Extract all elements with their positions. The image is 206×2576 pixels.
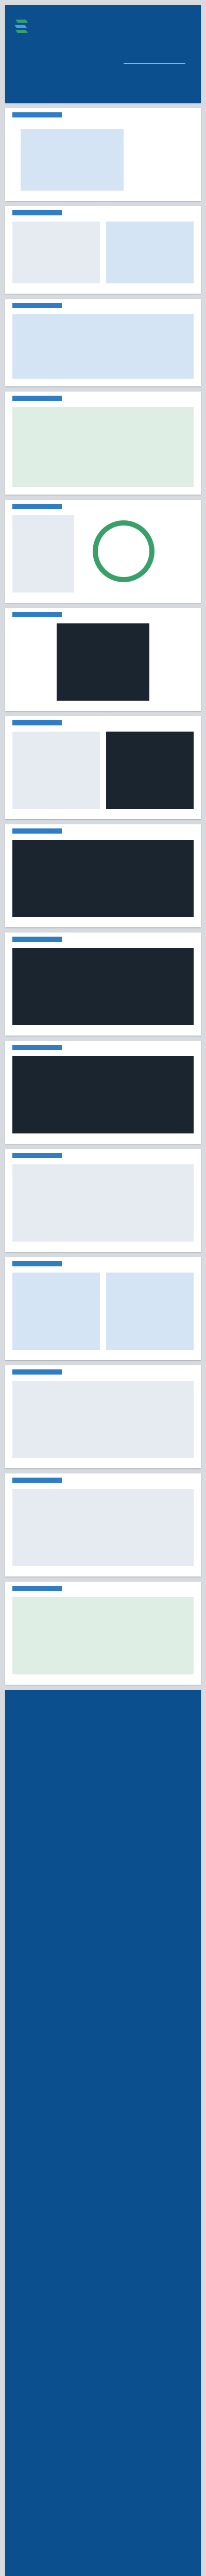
slide-5 <box>5 392 201 495</box>
slide-title-bar <box>12 504 62 509</box>
text-area <box>12 1164 194 1242</box>
slide-title-bar <box>12 1045 62 1050</box>
chart-area <box>12 948 194 1025</box>
slide-title-bar <box>12 937 62 942</box>
contents-slide <box>5 108 201 201</box>
slide-11 <box>5 1041 201 1144</box>
text-area <box>12 222 100 283</box>
map-area <box>12 314 194 379</box>
slide-title-bar <box>12 112 62 117</box>
slide-title-bar <box>12 612 62 617</box>
map-area <box>106 222 194 283</box>
bank-logo-icon <box>12 18 30 38</box>
diagram-area <box>12 1597 194 1674</box>
table-area <box>12 1381 194 1458</box>
slide-16 <box>5 1582 201 1685</box>
tree-diagram-area <box>12 407 194 487</box>
chart-area <box>12 1273 100 1350</box>
slide-10 <box>5 933 201 1036</box>
slide-title-bar <box>12 828 62 834</box>
title-divider <box>124 63 185 64</box>
slide-15 <box>5 1473 201 1577</box>
slide-title-bar <box>12 303 62 308</box>
slide-13 <box>5 1257 201 1360</box>
slide-12 <box>5 1149 201 1252</box>
title-slide <box>5 5 201 103</box>
chart-area <box>12 840 194 917</box>
slide-title-bar <box>12 210 62 215</box>
text-area <box>12 1489 194 1566</box>
disclaimer-slide <box>5 1690 201 2576</box>
text-area <box>12 515 74 592</box>
chart-area-2 <box>106 1273 194 1350</box>
slide-3 <box>5 206 201 294</box>
contents-list-area <box>21 129 124 191</box>
table-area <box>57 623 149 701</box>
slide-title-bar <box>12 1586 62 1591</box>
slide-title-bar <box>12 1153 62 1158</box>
slide-4 <box>5 299 201 386</box>
slide-6 <box>5 500 201 603</box>
slide-title-bar <box>12 1369 62 1375</box>
chart-area <box>106 732 194 809</box>
donut-chart <box>93 520 154 582</box>
slide-14 <box>5 1365 201 1468</box>
slide-9 <box>5 824 201 927</box>
slide-title-bar <box>12 396 62 401</box>
slide-8 <box>5 716 201 819</box>
chart-area <box>12 1056 194 1133</box>
slide-7 <box>5 608 201 711</box>
slide-title-bar <box>12 720 62 725</box>
text-area <box>12 732 100 809</box>
slide-title-bar <box>12 1478 62 1483</box>
slide-title-bar <box>12 1261 62 1266</box>
